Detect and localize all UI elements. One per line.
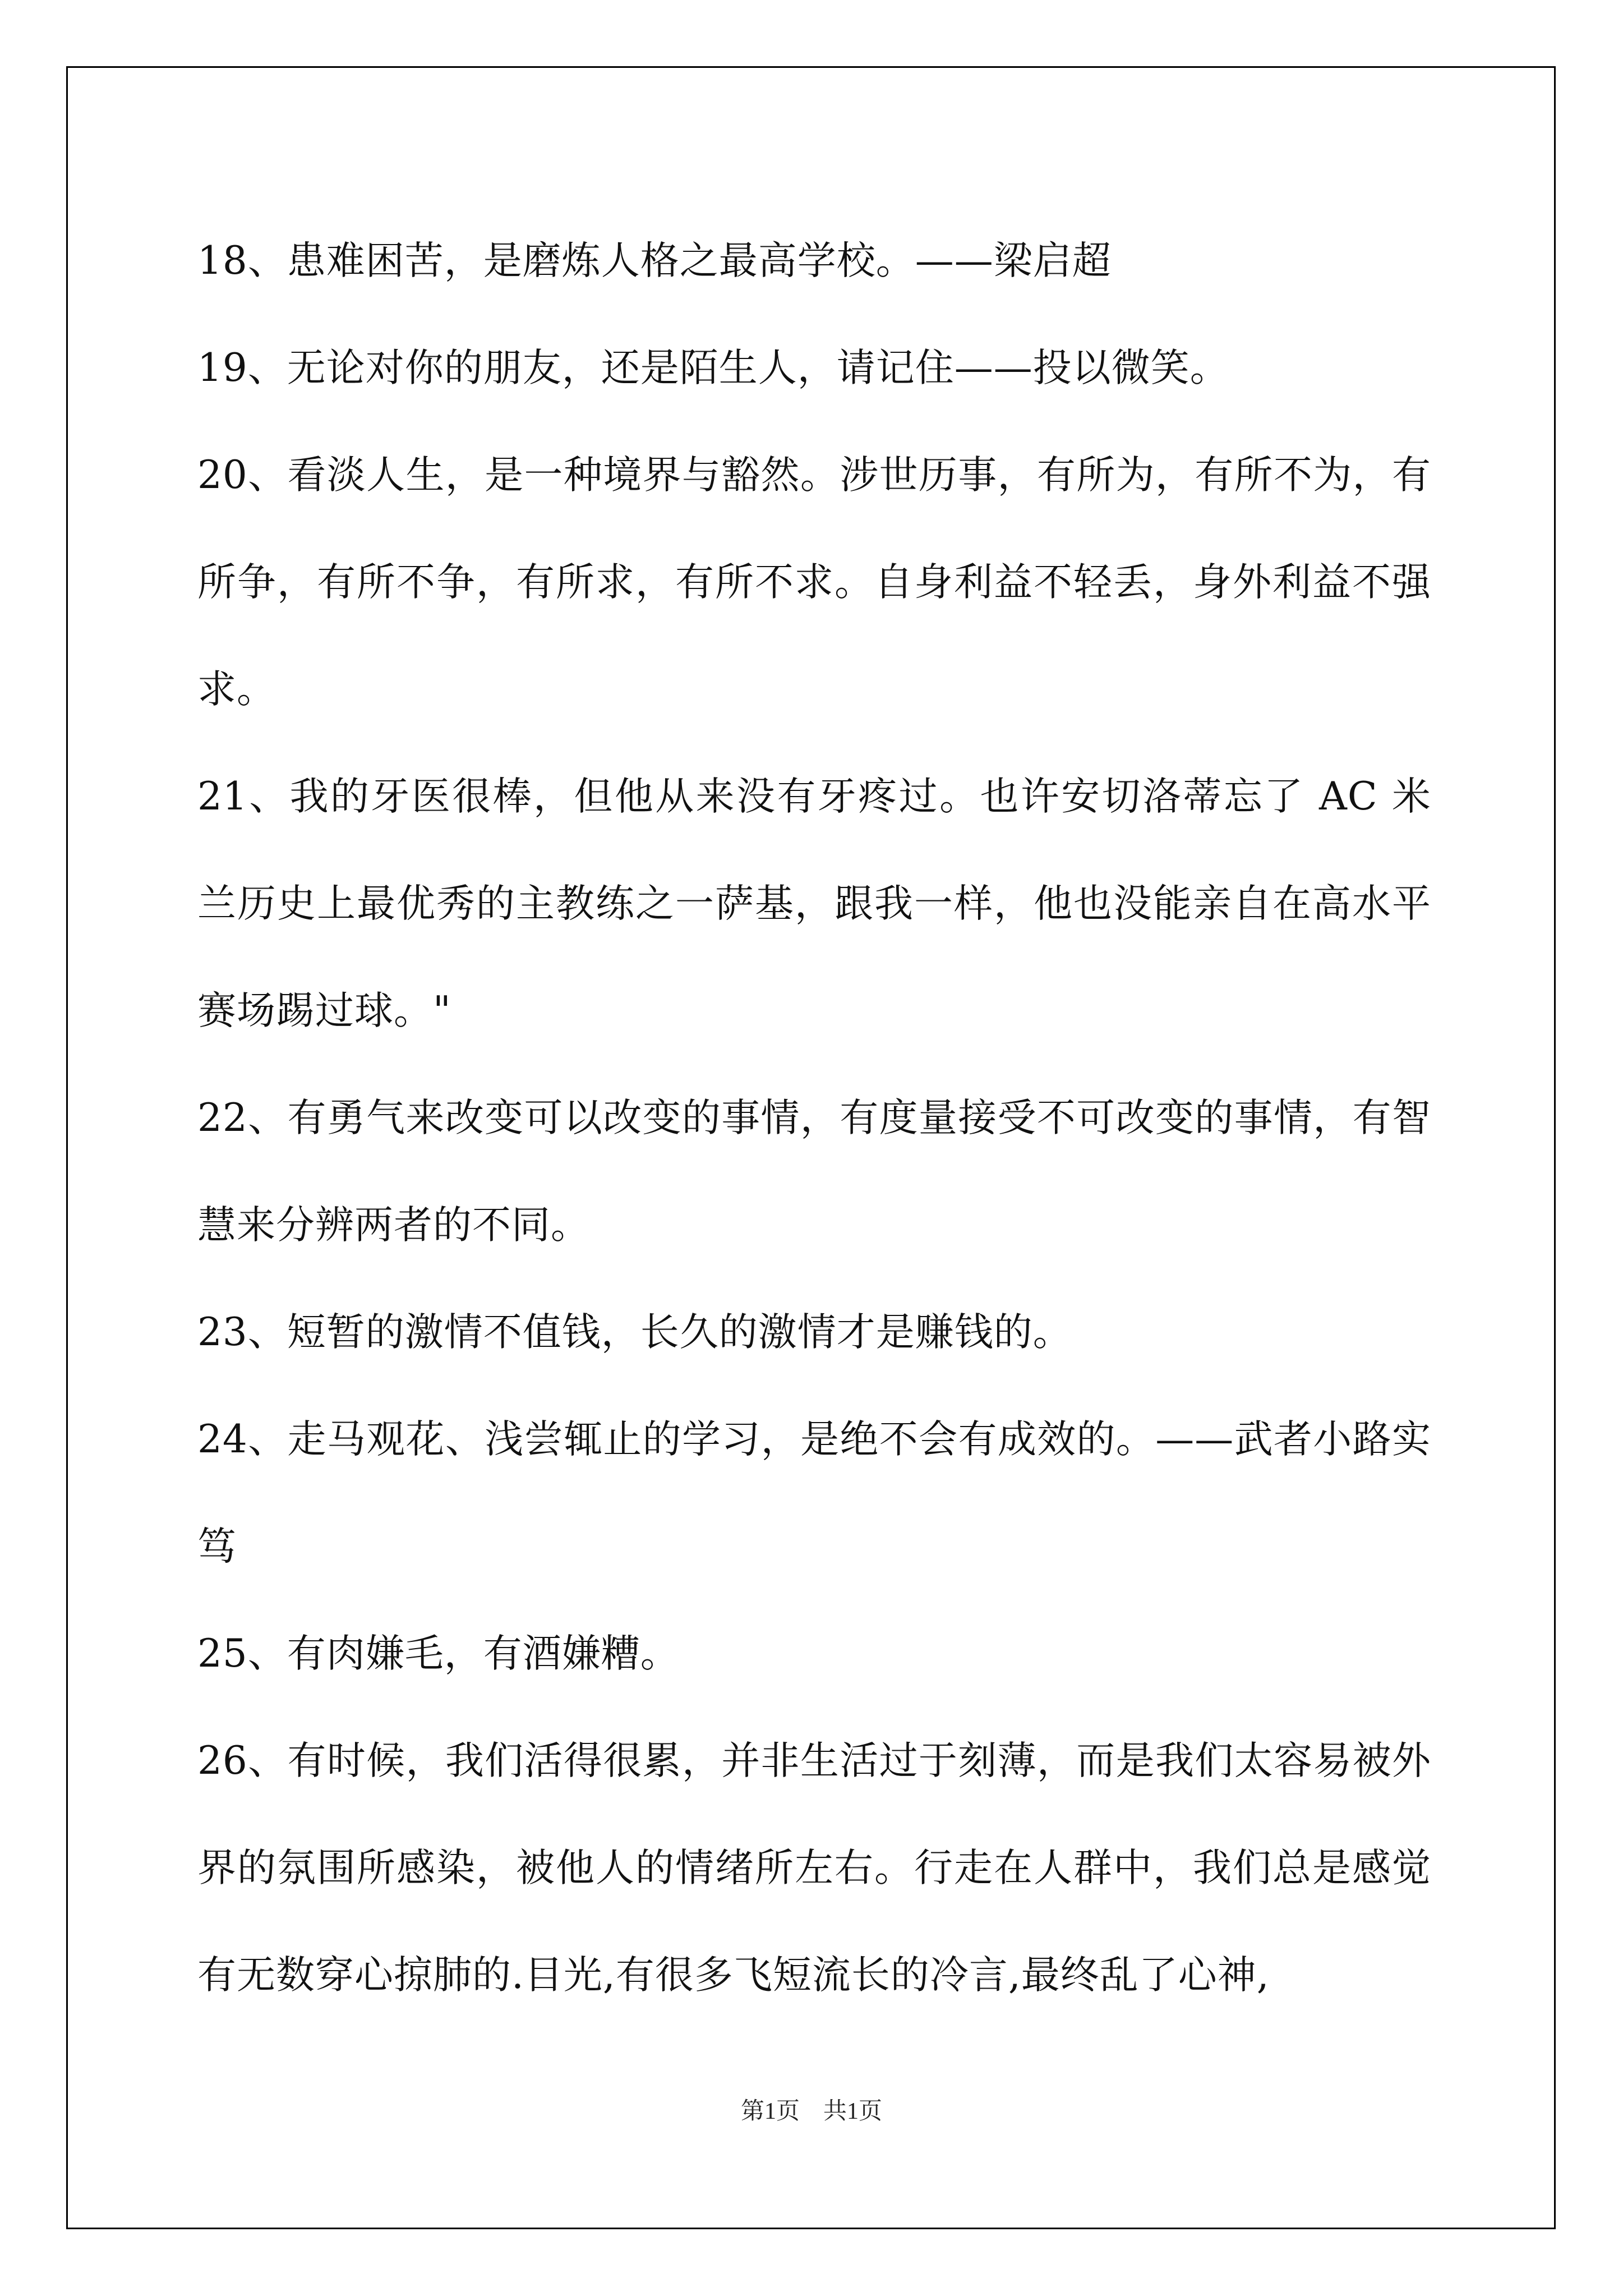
quote-paragraph-18: 18、患难困苦，是磨炼人格之最高学校。——梁启超	[197, 238, 1112, 283]
quote-paragraph-21: 21、我的牙医很棒，但他从来没有牙疼过。也许安切洛蒂忘了 AC 米兰历史上最优秀的主教练之一萨基，跟我一样，他也没能亲自在高水平赛场踢过球。"	[197, 774, 1431, 1033]
quote-paragraph-19: 19、无论对你的朋友，还是陌生人，请记住——投以微笑。	[197, 346, 1229, 390]
quote-paragraph-20: 20、看淡人生，是一种境界与豁然。涉世历事，有所为，有所不为，有所争，有所不争，有所求，有所不求。自身利益不轻丢，身外利益不强求。	[197, 453, 1431, 712]
document-body	[197, 208, 1431, 2029]
page-number: 第1页	[740, 2099, 800, 2124]
quote-paragraph-22: 22、有勇气来改变可以改变的事情，有度量接受不可改变的事情，有智慧来分辨两者的不同。	[197, 1096, 1431, 1248]
quote-paragraph-23: 23、短暂的激情不值钱，长久的激情才是赚钱的。	[197, 1310, 1072, 1355]
page-footer	[0, 2092, 1623, 2126]
quote-paragraph-25: 25、有肉嫌毛，有酒嫌糟。	[197, 1631, 680, 1676]
quote-paragraph-26: 26、有时候，我们活得很累，并非生活过于刻薄，而是我们太容易被外界的氛围所感染，被他人的情绪所左右。行走在人群中，我们总是感觉有无数穿心掠肺的.目光,有很多飞短流长的冷言,最终乱了心神,	[197, 1738, 1431, 1998]
page-total: 共1页	[823, 2099, 883, 2124]
quote-paragraph-24: 24、走马观花、浅尝辄止的学习，是绝不会有成效的。——武者小路实笃	[197, 1417, 1431, 1569]
